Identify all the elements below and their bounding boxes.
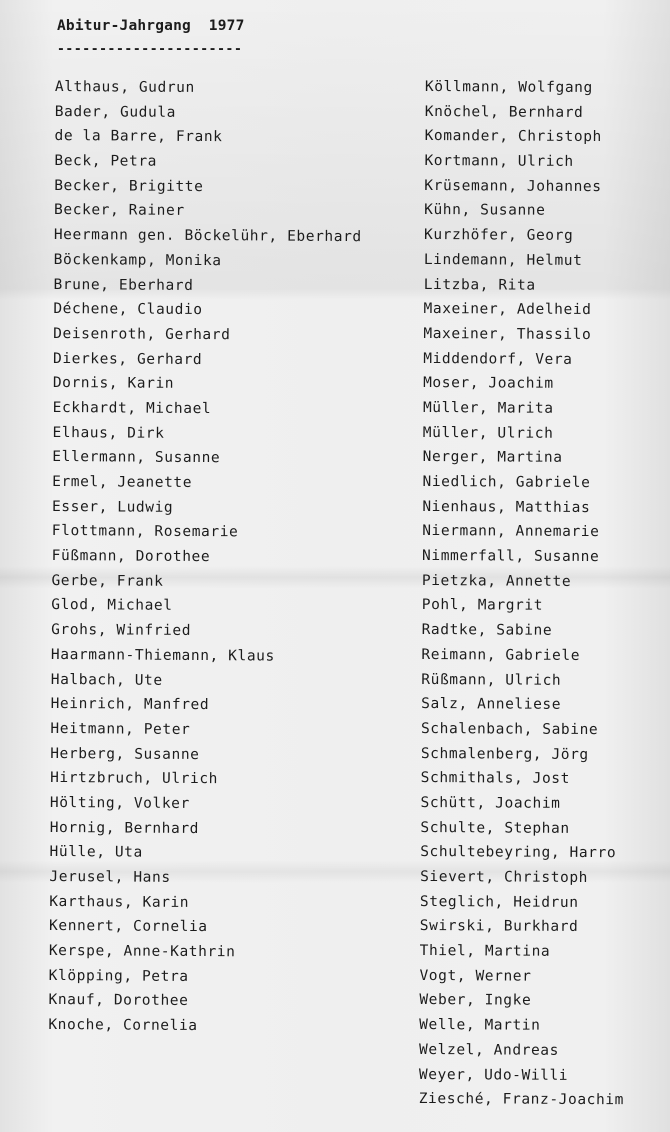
student-name: Schulte, Stephan [420,819,570,837]
student-name: Komander, Christoph [424,128,602,146]
student-name: Halbach, Ute [50,671,163,689]
student-name: Klöpping, Petra [48,967,189,985]
student-name: Litzba, Rita [423,276,536,294]
student-name: Knöchel, Bernhard [424,103,584,121]
student-name: Schmithals, Jost [420,770,571,788]
student-name: Kerspe, Anne-Kathrin [48,943,236,961]
student-name: Jerusel, Hans [49,868,171,886]
student-name: Heinrich, Manfred [50,696,210,714]
student-name: Lindemann, Helmut [423,251,583,269]
student-name: Radtke, Sabine [421,622,553,639]
student-name: Eckhardt, Michael [52,399,212,418]
title-underline: ---------------------- [57,42,243,57]
student-name: Grohs, Winfried [51,622,192,640]
student-name: Krüsemann, Johannes [424,177,602,195]
student-name: Maxeiner, Thassilo [423,325,592,343]
student-name: Hornig, Bernhard [49,819,200,837]
student-name: Pietzka, Annette [421,572,572,590]
student-name: Nerger, Martina [422,449,563,467]
student-name: Hülle, Uta [49,844,143,861]
student-name: Weber, Ingke [419,992,532,1010]
student-name: Kennert, Cornelia [49,918,208,936]
student-name: Schalenbach, Sabine [420,720,599,738]
student-name: Nimmerfall, Susanne [422,548,600,566]
name-list-right [419,75,631,1113]
student-name: Esser, Ludwig [51,498,174,516]
student-name: de la Barre, Frank [54,128,223,146]
student-name: Müller, Ulrich [422,424,554,442]
student-name: Nienhaus, Matthias [422,498,591,516]
student-name: Heitmann, Peter [50,720,191,738]
student-name: Glod, Michael [51,597,173,615]
student-name: Heermann gen. Böckelühr, Eberhard [53,227,362,246]
student-name: Müller, Marita [422,399,554,417]
student-name: Beck, Petra [54,153,158,170]
student-name: Deisenroth, Gerhard [53,325,231,344]
student-name: Vogt, Werner [419,967,532,985]
student-name: Middendorf, Vera [423,350,573,368]
name-list-left [48,75,363,1040]
student-name: Karthaus, Karin [49,893,190,911]
student-name: Swirski, Burkhard [419,918,579,936]
student-name: Knauf, Dorothee [48,992,189,1010]
student-name: Becker, Brigitte [54,177,204,195]
student-name: Becker, Rainer [53,202,185,220]
student-name: Rüßmann, Ulrich [421,671,562,689]
student-name: Schütt, Joachim [420,794,561,812]
student-name: Ermel, Jeanette [52,473,193,491]
student-name: Bader, Gudula [54,103,177,121]
student-name: Schmalenberg, Jörg [420,745,589,763]
student-name: Pohl, Margrit [421,597,544,615]
student-name: Niermann, Annemarie [422,523,600,541]
student-name: Gerbe, Frank [51,572,164,590]
student-name: Elhaus, Dirk [52,424,165,442]
student-name: Niedlich, Gabriele [422,473,591,492]
student-name: Déchene, Claudio [53,301,203,319]
document-title: Abitur-Jahrgang 1977 [57,18,245,34]
student-name: Welzel, Andreas [418,1041,560,1059]
student-name: Dornis, Karin [52,375,175,393]
student-name: Haarmann-Thiemann, Klaus [50,646,275,665]
student-name: Althaus, Gudrun [54,78,195,96]
student-name: Hölting, Volker [49,794,190,812]
student-name: Füßmann, Dorothee [51,548,211,566]
student-name: Steglich, Heidrun [419,893,579,911]
student-name: Reimann, Gabriele [421,646,581,664]
student-name: Kühn, Susanne [424,202,546,220]
student-name: Schultebeyring, Harro [420,844,617,862]
student-name: Salz, Anneliese [421,696,562,714]
student-name: Welle, Martin [419,1017,541,1034]
student-name: Knoche, Cornelia [48,1017,198,1035]
student-name: Dierkes, Gerhard [52,350,203,368]
student-name: Kurzhöfer, Georg [423,227,574,245]
student-name: Ziesché, Franz-Joachim [418,1091,625,1109]
student-name: Moser, Joachim [423,375,554,393]
student-name: Brune, Eberhard [53,276,194,294]
student-name: Böckenkamp, Monika [53,251,222,269]
student-name: Weyer, Udo-Willi [418,1066,569,1084]
student-name: Maxeiner, Adelheid [423,301,592,319]
student-name: Ellermann, Susanne [52,449,221,467]
student-name: Köllmann, Wolfgang [424,78,593,97]
student-name: Kortmann, Ulrich [424,153,574,170]
student-name: Hirtzbruch, Ulrich [50,770,219,788]
student-name: Thiel, Martina [419,943,551,960]
student-name: Flottmann, Rosemarie [51,523,239,541]
student-name: Sievert, Christoph [420,868,589,887]
student-name: Herberg, Susanne [50,745,200,763]
